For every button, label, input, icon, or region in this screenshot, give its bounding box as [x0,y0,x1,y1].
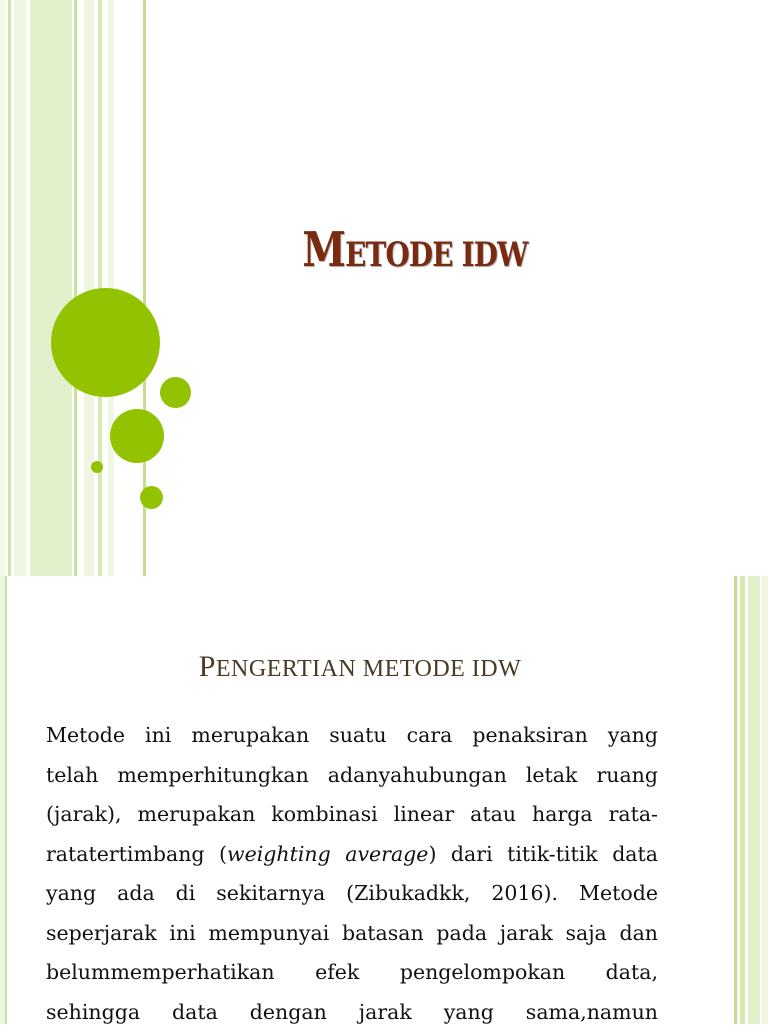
text-line: Metode ini merupakan suatu cara penaksiran yang [46,716,658,756]
decor-stripe [0,0,6,576]
text-line: (jarak), merupakan kombinasi linear atau harga rata- [46,795,658,835]
decor-stripe [30,0,72,576]
body-paragraph [46,716,658,1032]
section-title: PENGERTIAN METODE IDW [30,650,690,684]
text-line: seperjarak ini mempunyai batasan pada jarak saja dan [46,914,658,954]
decor-stripe [74,0,77,576]
decor-stripe [8,0,11,576]
decor-circle-small [140,486,163,509]
text-line: telah memperhitungkan adanyahubungan letak ruang [46,756,658,796]
decor-stripe [748,576,760,1024]
decor-stripe [5,576,7,1024]
text-line: ratatertimbang (weighting average) dari titik-titik data [46,835,658,875]
slide-title: METODE IDW [198,222,633,278]
decor-circle-small [160,377,191,408]
decor-stripe [14,0,26,576]
decor-circle-tiny [91,461,103,473]
text-line: yang ada di sekitarnya (Zibukadkk, 2016). Metode [46,874,658,914]
decor-stripe [734,576,737,1024]
text-line: sehingga data dengan jarak yang sama,namun [46,993,658,1032]
decor-stripe [84,0,94,576]
text-line: belummemperhatikan efek pengelompokan data, [46,953,658,993]
decor-stripe [740,576,745,1024]
decor-circle-large [51,288,160,397]
decor-stripe [762,576,768,1024]
decor-circle-medium [110,409,164,463]
